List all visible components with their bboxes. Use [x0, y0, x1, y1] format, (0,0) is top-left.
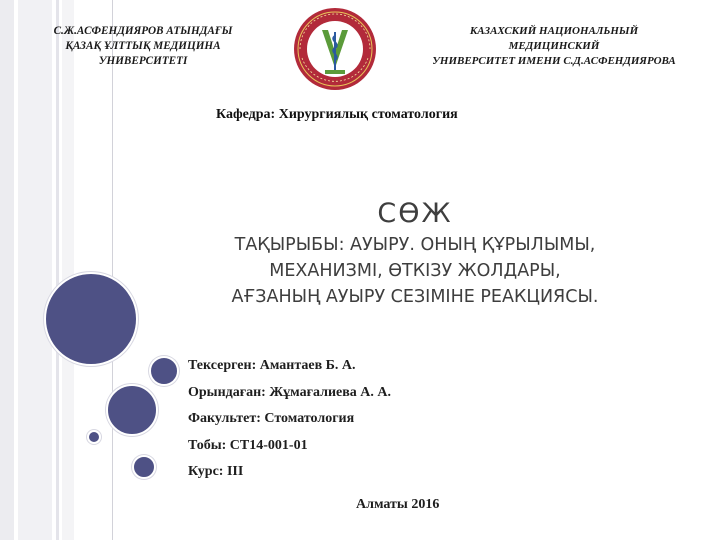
header-left-line: С.Ж.АСФЕНДИЯРОВ АТЫНДАҒЫ [53, 25, 233, 37]
decor-strip [62, 0, 74, 540]
info-course: Курс: ІІІ [188, 464, 244, 479]
decor-circle-medium [106, 384, 158, 436]
decor-circle-large [44, 272, 138, 366]
university-emblem-icon [292, 6, 378, 92]
header-right [398, 24, 710, 69]
title-subtitle [150, 232, 680, 310]
decor-strip [56, 0, 59, 540]
footer-city-year: Алматы 2016 [356, 497, 440, 512]
slide-title [150, 196, 680, 310]
decor-strip [0, 0, 14, 540]
info-group: Тобы: СТ14-001-01 [188, 437, 308, 453]
title-line: АҒЗАНЫҢ АУЫРУ СЕЗІМІНЕ РЕАКЦИЯСЫ. [231, 287, 599, 307]
decor-circle-small [132, 455, 156, 479]
info-list [188, 358, 391, 491]
header-right-line: КАЗАХСКИЙ НАЦИОНАЛЬНЫЙ [469, 25, 639, 37]
title-line: МЕХАНИЗМІ, ӨТКІЗУ ЖОЛДАРЫ, [269, 261, 561, 281]
header-right-line: УНИВЕРСИТЕТ ИМЕНИ С.Д.АСФЕНДИЯРОВА [432, 55, 676, 67]
info-author: Орындаған: Жұмағалиева А. А. [188, 384, 392, 400]
header-left [28, 24, 258, 69]
decor-circle-tiny [87, 430, 101, 444]
decor-circle-small [149, 356, 179, 386]
title-main: СӨЖ [377, 198, 453, 229]
title-line: ТАҚЫРЫБЫ: АУЫРУ. ОНЫҢ ҚҰРЫЛЫМЫ, [234, 235, 596, 255]
header-left-line: ҚАЗАҚ ҰЛТТЫҚ МЕДИЦИНА [65, 40, 221, 52]
decor-strip [112, 0, 113, 540]
header-right-line: МЕДИЦИНСКИЙ [508, 40, 600, 52]
header-left-line: УНИВЕРСИТЕТІ [98, 55, 188, 67]
decor-strip [18, 0, 52, 540]
info-faculty: Факультет: Стоматология [188, 411, 355, 426]
department-label: Кафедра: Хирургиялық стоматология [216, 107, 458, 122]
info-reviewer: Тексерген: Амантаев Б. А. [188, 358, 356, 373]
